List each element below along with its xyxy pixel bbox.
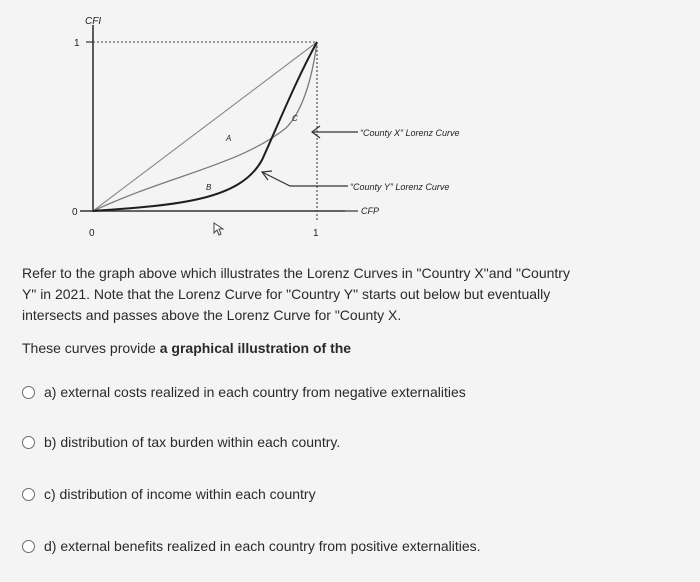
lorenz-curve-diagram bbox=[0, 0, 700, 260]
y-tick-1: 1 bbox=[74, 38, 80, 49]
radio-button-c[interactable] bbox=[22, 488, 35, 501]
x-tick-1: 1 bbox=[313, 228, 319, 239]
question-prompt bbox=[22, 340, 351, 356]
question-text bbox=[22, 263, 582, 326]
label-country-y-curve: “County Y” Lorenz Curve bbox=[350, 182, 450, 192]
origin-y-tick: 0 bbox=[72, 207, 78, 218]
y-axis-label: CFI bbox=[85, 16, 102, 27]
question-paragraph: Refer to the graph above which illustrates the Lorenz Curves in "Country X"and "Country Y" in 2021. Note that the Lorenz Curve for "Country Y" starts out below but eventually intersects and passes above the Lorenz Curve for "County X. bbox=[22, 265, 570, 323]
prompt-normal: These curves provide bbox=[22, 340, 160, 356]
x-axis-label: CFP bbox=[361, 206, 379, 216]
area-label-a: A bbox=[226, 134, 232, 143]
option-d-label: d) external benefits realized in each country from positive externalities. bbox=[44, 538, 481, 554]
option-b-label: b) distribution of tax burden within each country. bbox=[44, 434, 341, 450]
origin-x-tick: 0 bbox=[89, 228, 95, 239]
radio-button-a[interactable] bbox=[22, 386, 35, 399]
area-label-c: C bbox=[292, 114, 298, 123]
area-label-b: B bbox=[206, 183, 212, 192]
option-c-label: c) distribution of income within each country bbox=[44, 486, 316, 502]
label-country-x-curve: “County X” Lorenz Curve bbox=[360, 128, 460, 138]
mouse-cursor-icon bbox=[213, 222, 225, 236]
radio-button-d[interactable] bbox=[22, 540, 35, 553]
option-a-label: a) external costs realized in each country from negative externalities bbox=[44, 384, 466, 400]
radio-button-b[interactable] bbox=[22, 436, 35, 449]
option-b[interactable] bbox=[22, 434, 340, 450]
prompt-bold: a graphical illustration of the bbox=[159, 340, 352, 356]
pointer-line-country-y bbox=[262, 172, 348, 186]
option-c[interactable] bbox=[22, 486, 316, 502]
arrowhead-country-y bbox=[262, 171, 272, 180]
line-of-equality bbox=[93, 42, 317, 211]
option-a[interactable] bbox=[22, 384, 466, 400]
option-d[interactable] bbox=[22, 538, 481, 554]
